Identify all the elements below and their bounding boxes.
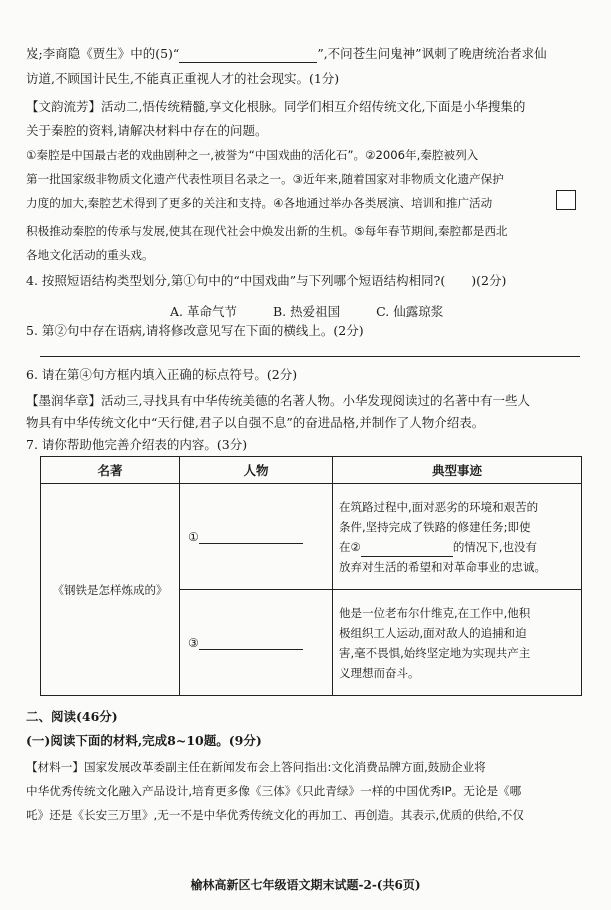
text-line: 关于秦腔的资料,请解决材料中存在的问题。 — [26, 123, 268, 138]
header-book: 名著 — [41, 457, 180, 484]
material-one-line: 中华优秀传统文化融入产品设计,培育更多像《三体》《只此青绿》一样的中国优秀IP。无论是《哪 — [26, 784, 522, 798]
deeds-cell: 他是一位老布尔什维克,在工作中,他积 极组织工人运动,面对敌人的追捕和迫 害,毫不畏惧,始终坚定地为实现共产主 义理想而奋斗。 — [333, 590, 582, 696]
qinqiang-material-line: 力度的加大,秦腔艺术得到了更多的关注和支持。④各地通过举办各类展演、培训和推广活动 — [26, 196, 493, 210]
character-blank-1[interactable] — [199, 529, 303, 544]
book-title: 《钢铁是怎样炼成的》 — [52, 582, 168, 597]
question-4-options — [170, 302, 479, 320]
question-5: 5. 第②句中存在语病,请将修改意见写在下面的横线上。(2分) — [26, 323, 364, 338]
poem-text-b: ”,不问苍生问鬼神”讽刺了晚唐统治者求仙 — [317, 46, 547, 61]
section-reading-subtitle: (一)阅读下面的材料,完成8~10题。(9分) — [26, 733, 262, 748]
character-intro-table — [40, 456, 582, 696]
material-one-line: 【材料一】国家发展改革委副主任在新闻发布会上答问指出:文化消费品牌方面,鼓励企业将 — [26, 760, 486, 774]
qinqiang-material-line: ①秦腔是中国最古老的戏曲剧种之一,被誉为“中国戏曲的活化石”。②2006年,秦腔被列入 — [26, 148, 479, 162]
header-character: 人物 — [180, 457, 333, 484]
punctuation-box[interactable] — [556, 190, 576, 210]
page-footer: 榆林高新区七年级语文期末试题-2-(共6页) — [190, 878, 421, 892]
poem-answer-blank[interactable] — [179, 48, 317, 63]
deed-blank-2[interactable] — [361, 542, 453, 557]
character-cell: ① — [180, 484, 333, 590]
option-c[interactable]: C. 仙露琼浆 — [376, 304, 444, 319]
character-blank-3[interactable] — [199, 635, 303, 650]
question-6: 6. 请在第④句方框内填入正确的标点符号。(2分) — [26, 367, 298, 382]
text-line: 访道,不顾国计民生,不能真正重视人才的社会现实。(1分) — [26, 71, 340, 86]
option-a[interactable]: A. 革命气节 — [170, 304, 237, 319]
question-7: 7. 请你帮助他完善介绍表的内容。(3分) — [26, 437, 248, 452]
activity-three-intro: 【墨润华章】活动三,寻找具有中华传统美德的名著人物。小华发现阅读过的名著中有一些人 — [26, 393, 530, 408]
activity-two-intro: 【文韵流芳】活动二,悟传统精髓,享文化根脉。同学们相互介绍传统文化,下面是小华搜集的 — [26, 99, 526, 114]
deeds-cell: 在筑路过程中,面对恶劣的环境和艰苦的 条件,坚持完成了铁路的修建任务;即使 在② 的情况下,也没有 放弃对生活的希望和对革命事业的忠诚。 — [333, 484, 582, 590]
text-line: 物具有中华传统文化中“天行健,君子以自强不息”的奋进品格,并制作了人物介绍表。 — [26, 415, 485, 430]
header-deeds: 典型事迹 — [333, 457, 582, 484]
question-4: 4. 按照短语结构类型划分,第①句中的“中国戏曲”与下列哪个短语结构相同?( )(2分) — [26, 273, 507, 288]
material-one-line: 吒》还是《长安三万里》,无一不是中华优秀传统文化的再加工、再创造。其表示,优质的供给,不仅 — [26, 808, 524, 822]
character-cell: ③ — [180, 590, 333, 696]
option-b[interactable]: B. 热爱祖国 — [272, 304, 341, 319]
section-reading-title: 二、阅读(46分) — [26, 709, 118, 724]
answer-line[interactable] — [40, 356, 580, 357]
qinqiang-material-line: 积极推动秦腔的传承与发展,使其在现代社会中焕发出新的生机。⑤每年春节期间,秦腔都是西北 — [26, 224, 508, 238]
book-title-cell — [41, 484, 180, 696]
qinqiang-material-line: 各地文化活动的重头戏。 — [26, 248, 154, 262]
poem-text-a: 岌;李商隐《贾生》中的(5)“ — [26, 46, 180, 61]
qinqiang-material-line: 第一批国家级非物质文化遗产代表性项目名录之一。③近年来,随着国家对非物质文化遗产保护 — [26, 172, 504, 186]
poem-question-line — [26, 45, 586, 63]
